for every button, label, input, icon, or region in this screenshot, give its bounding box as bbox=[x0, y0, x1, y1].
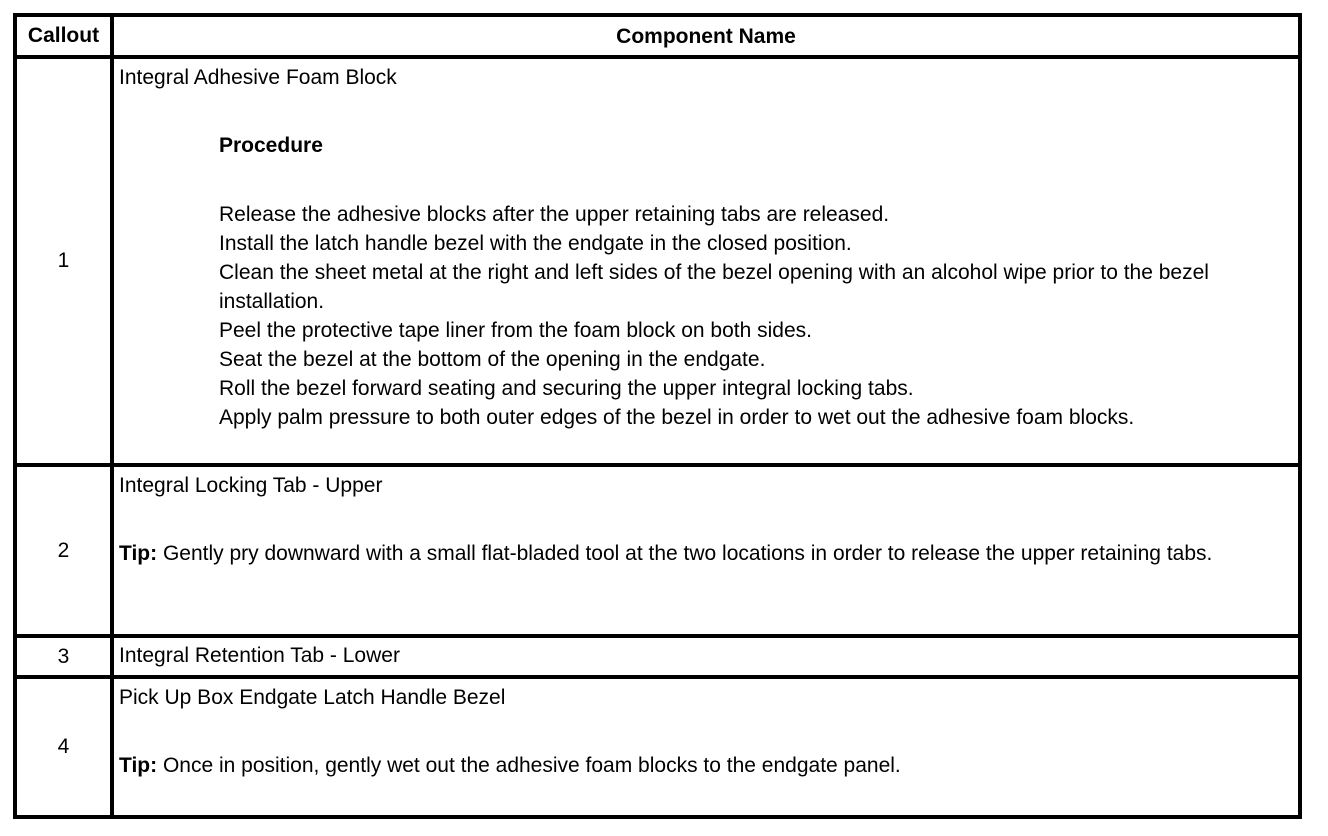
procedure-step: Clean the sheet metal at the right and left sides of the bezel opening with an alcohol wipe prior to the bezel installation. bbox=[219, 261, 1209, 313]
procedure-step: Install the latch handle bezel with the endgate in the closed position. bbox=[219, 232, 852, 255]
component-name: Integral Locking Tab - Upper bbox=[119, 474, 383, 497]
procedure-step: Seat the bezel at the bottom of the opening in the endgate. bbox=[219, 348, 766, 371]
procedure-step: Peel the protective tape liner from the foam block on both sides. bbox=[219, 319, 812, 342]
component-table bbox=[13, 13, 1302, 819]
tip-text bbox=[119, 539, 1268, 568]
callout-number: 4 bbox=[17, 679, 114, 815]
component-name: Pick Up Box Endgate Latch Handle Bezel bbox=[119, 686, 506, 709]
table-row bbox=[17, 467, 1298, 638]
procedure-steps bbox=[219, 200, 1292, 432]
table-row bbox=[17, 679, 1298, 815]
tip-label: Tip: bbox=[119, 542, 158, 565]
header-component-name: Component Name bbox=[616, 24, 796, 48]
callout-number: 2 bbox=[17, 467, 114, 634]
table-row bbox=[17, 59, 1298, 467]
component-cell bbox=[114, 679, 1298, 815]
component-cell bbox=[114, 638, 1298, 675]
callout-number: 1 bbox=[17, 59, 114, 463]
procedure-step: Release the adhesive blocks after the upper retaining tabs are released. bbox=[219, 203, 890, 226]
table-header-row bbox=[17, 17, 1298, 59]
component-cell bbox=[114, 467, 1298, 634]
callout-number: 3 bbox=[17, 638, 114, 675]
component-cell bbox=[114, 59, 1298, 463]
procedure-step: Roll the bezel forward seating and securing the upper integral locking tabs. bbox=[219, 377, 914, 400]
component-name: Integral Retention Tab - Lower bbox=[119, 644, 400, 667]
table-row bbox=[17, 638, 1298, 679]
tip-text bbox=[119, 751, 1268, 780]
tip-label: Tip: bbox=[119, 754, 158, 777]
procedure-step: Apply palm pressure to both outer edges of the bezel in order to wet out the adhesive foam blocks. bbox=[219, 406, 1135, 429]
component-name: Integral Adhesive Foam Block bbox=[119, 66, 397, 89]
header-callout: Callout bbox=[17, 17, 114, 55]
tip-body: Once in position, gently wet out the adhesive foam blocks to the endgate panel. bbox=[157, 754, 901, 777]
tip-body: Gently pry downward with a small flat-bladed tool at the two locations in order to release the upper retaining tabs. bbox=[157, 542, 1213, 565]
procedure-heading: Procedure bbox=[219, 134, 323, 157]
